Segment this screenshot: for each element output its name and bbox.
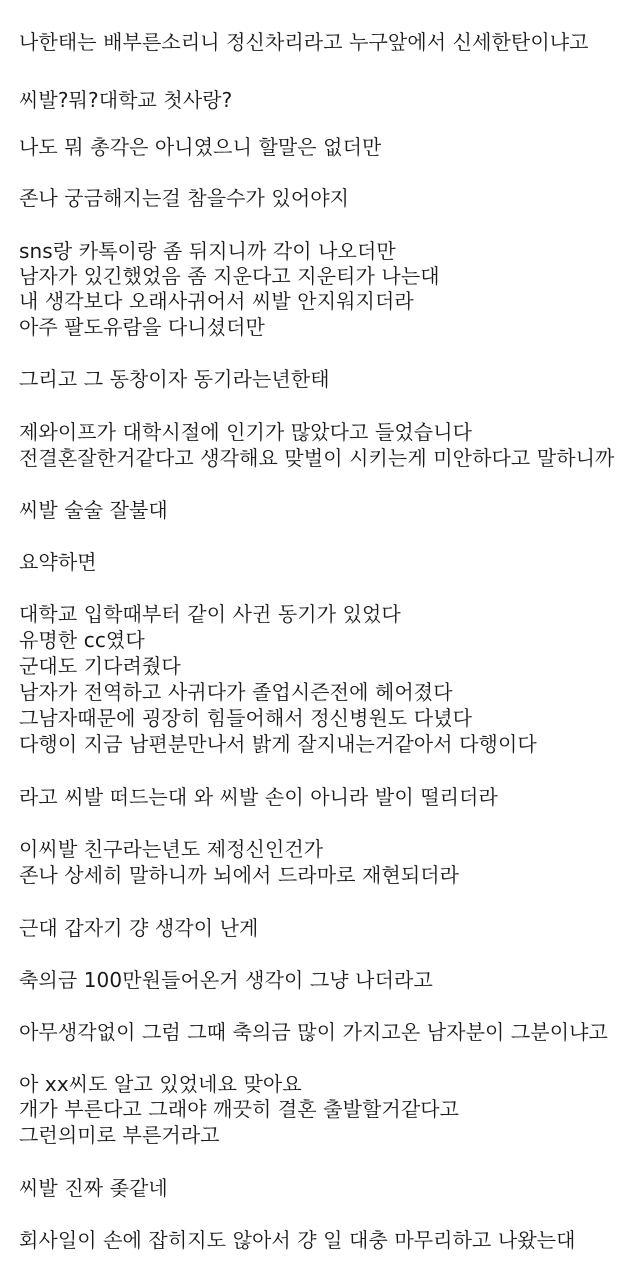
text-line: 제와이프가 대학시절에 인기가 많았다고 들었습니다 <box>19 420 473 444</box>
text-line: 대학교 입학때부터 같이 사귄 동기가 있었다 <box>19 602 401 626</box>
text-line: 유명한 cc였다 <box>19 628 145 652</box>
text-line: 군대도 기다려줬다 <box>19 654 181 678</box>
text-line: 씨발 술술 잘불대 <box>19 498 168 522</box>
text-line: 근대 갑자기 걍 생각이 난게 <box>19 916 259 940</box>
text-line: 남자가 전역하고 사귀다가 졸업시즌전에 헤어졌다 <box>19 680 453 704</box>
text-line: 요약하면 <box>19 550 97 574</box>
text-line: 축의금 100만원들어온거 생각이 그냥 나더라고 <box>19 968 433 992</box>
text-line: 씨발 진짜 좆같네 <box>19 1176 168 1200</box>
text-line: 그런의미로 부른거라고 <box>19 1123 220 1147</box>
text-line: 다행이 지금 남편분만나서 밝게 잘지내는거같아서 다행이다 <box>19 732 537 756</box>
text-line: 내 생각보다 오래사귀어서 씨발 안지워지더라 <box>19 289 414 313</box>
text-line: 아주 팔도유람을 다니셨더만 <box>19 315 265 339</box>
text-line: 씨발?뭐?대학교 첫사랑? <box>19 88 233 112</box>
text-line: 회사일이 손에 잡히지도 않아서 걍 일 대충 마무리하고 나왔는대 <box>19 1228 576 1252</box>
text-line: 그리고 그 동창이자 동기라는년한태 <box>19 367 330 391</box>
text-line: 나한태는 배부른소리니 정신차리라고 누구앞에서 신세한탄이냐고 <box>19 30 589 54</box>
text-line: 그남자때문에 굉장히 힘들어해서 정신병원도 다녔다 <box>19 706 473 730</box>
text-line: 존나 상세히 말하니까 뇌에서 드라마로 재현되더라 <box>19 863 460 887</box>
text-line: 아무생각없이 그럼 그때 축의금 많이 가지고온 남자분이 그분이냐고 <box>19 1020 608 1044</box>
text-line: 라고 씨발 떠드는대 와 씨발 손이 아니라 발이 떨리더라 <box>19 785 498 809</box>
text-line: 개가 부른다고 그래야 깨끗히 결혼 출발할거같다고 <box>19 1097 460 1121</box>
text-line: sns랑 카톡이랑 좀 뒤지니까 각이 나오더만 <box>19 239 396 263</box>
text-line: 전결혼잘한거같다고 생각해요 맞벌이 시키는게 미안하다고 말하니까 <box>19 446 615 470</box>
text-line: 존나 궁금해지는걸 참을수가 있어야지 <box>19 186 350 210</box>
text-line: 이씨발 친구라는년도 제정신인건가 <box>19 837 324 861</box>
text-line: 남자가 있긴했었음 좀 지운다고 지운티가 나는대 <box>19 264 440 288</box>
text-line: 나도 뭐 총각은 아니였으니 할말은 없더만 <box>19 135 382 159</box>
text-line: 아 xx씨도 알고 있었네요 맞아요 <box>19 1072 302 1096</box>
